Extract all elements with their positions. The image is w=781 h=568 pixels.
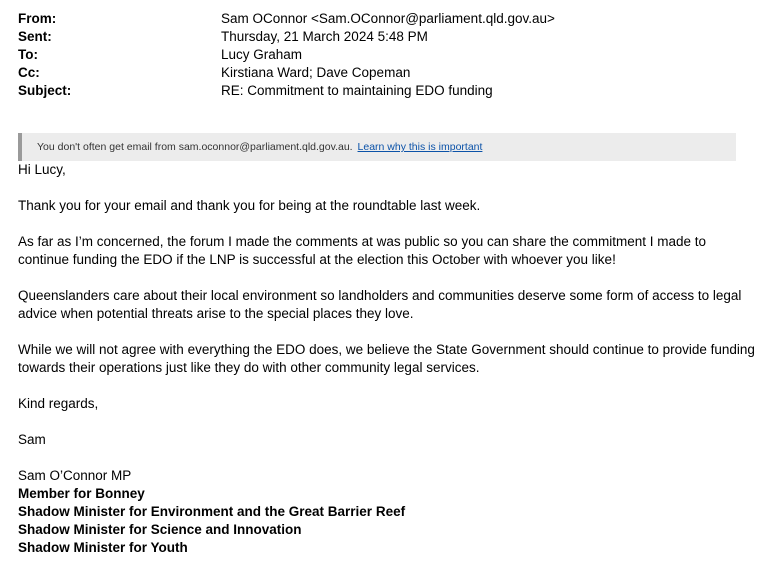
cc-row [18,64,555,82]
signature-title-1: Member for Bonney [18,486,145,501]
sent-row [18,28,555,46]
signature-name: Sam O’Connor MP [18,468,132,483]
closing: Kind regards, [18,396,99,411]
body-paragraph-2: As far as I’m concerned, the forum I made the comments at was public so you can share the commitment I made to continue funding the EDO if the LNP is successful at the election this October with whoever you like! [18,234,707,267]
to-value[interactable]: Lucy Graham [221,47,303,62]
signature-block [18,467,758,557]
body-paragraph-1: Thank you for your email and thank you for being at the roundtable last week. [18,198,481,213]
cc-label: Cc: [18,65,40,80]
signature-title-2: Shadow Minister for Environment and the Great Barrier Reef [18,504,406,519]
greeting: Hi Lucy, [18,162,66,177]
sent-label: Sent: [18,29,52,44]
cc-value[interactable]: Kirstiana Ward; Dave Copeman [221,65,411,80]
to-row [18,46,555,64]
subject-label: Subject: [18,83,72,98]
from-row [18,10,555,28]
learn-why-link[interactable]: Learn why this is important [357,141,483,153]
signature-title-4: Shadow Minister for Youth [18,540,188,555]
email-header [18,10,555,100]
signature-title-3: Shadow Minister for Science and Innovation [18,522,302,537]
subject-row [18,82,555,100]
external-sender-banner [18,133,736,161]
subject-value: RE: Commitment to maintaining EDO funding [221,83,493,98]
email-body [18,161,758,557]
banner-text: You don't often get email from sam.oconnor@parliament.qld.gov.au. [37,141,353,153]
to-label: To: [18,47,38,62]
from-value[interactable]: Sam OConnor <Sam.OConnor@parliament.qld.gov.au> [221,11,555,26]
sign-name: Sam [18,432,46,447]
body-paragraph-4: While we will not agree with everything the EDO does, we believe the State Government should continue to provide funding towards their operations just like they do with other community legal services. [18,342,755,375]
body-paragraph-3: Queenslanders care about their local environment so landholders and communities deserve some form of access to legal advice when potential threats arise to the special places they love. [18,288,742,321]
from-label: From: [18,11,57,26]
sent-value: Thursday, 21 March 2024 5:48 PM [221,29,428,44]
